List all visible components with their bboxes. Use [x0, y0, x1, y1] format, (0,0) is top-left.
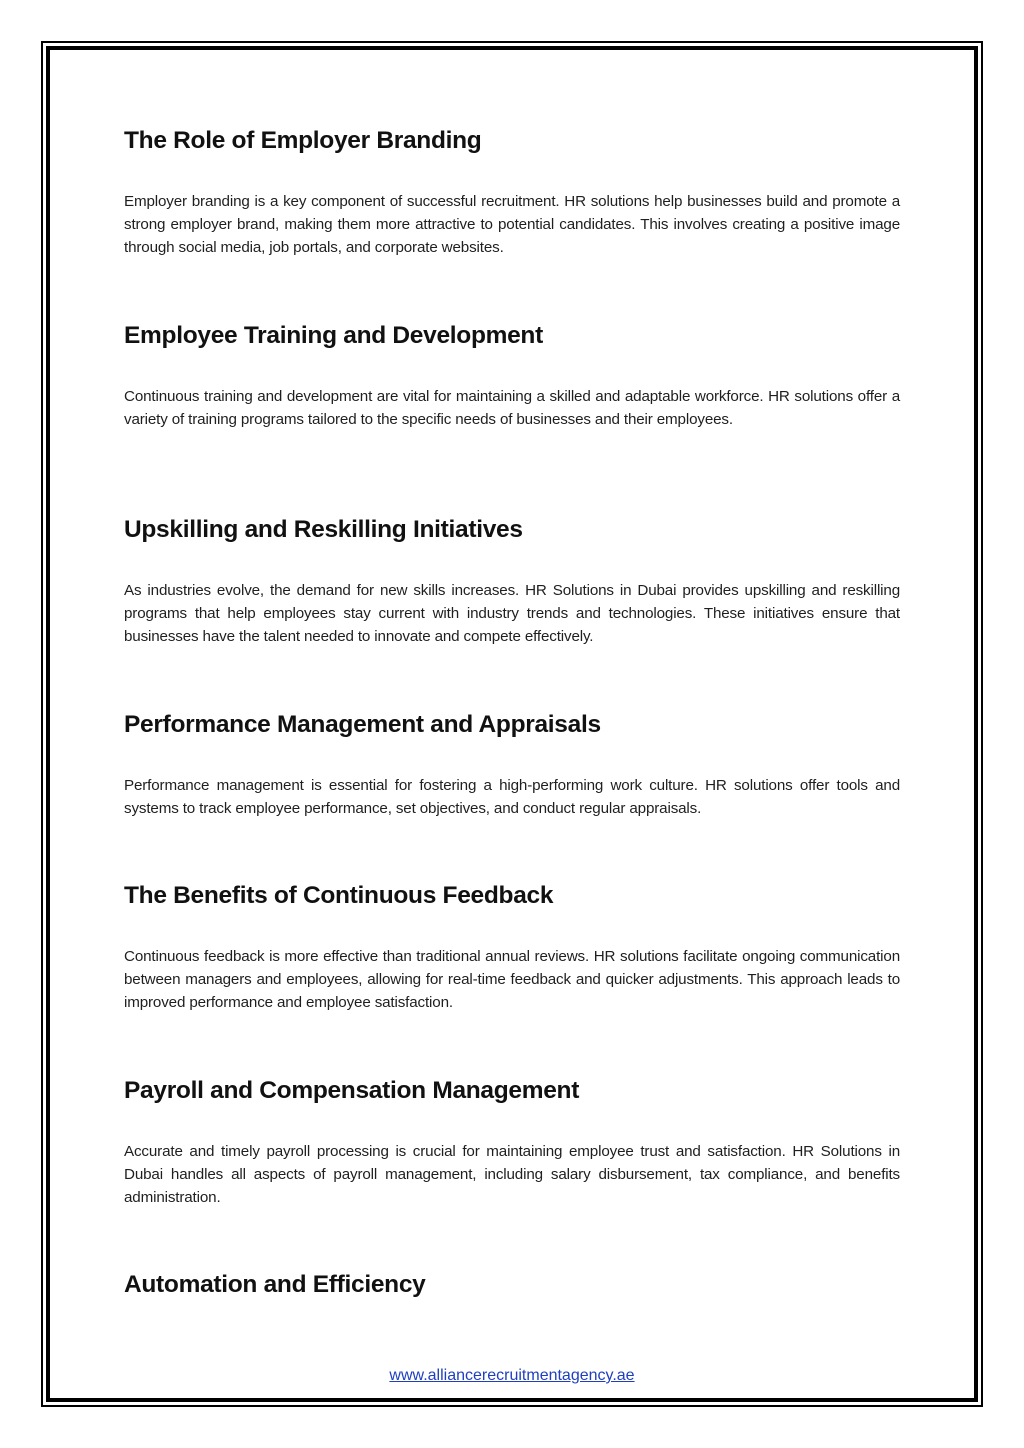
- section-heading: Upskilling and Reskilling Initiatives: [124, 516, 523, 543]
- section-continuous-feedback: [124, 881, 900, 1014]
- section-training-development: [124, 321, 900, 431]
- section-body: Accurate and timely payroll processing is crucial for maintaining employee trust and satisfaction. HR Solutions in Dubai handles all aspects of payroll management, including salary disbursement, tax compliance, and benefits administration.: [124, 1143, 900, 1206]
- page-footer: [0, 1365, 1024, 1387]
- section-payroll-compensation: [124, 1076, 900, 1209]
- section-body: Employer branding is a key component of successful recruitment. HR solutions help businesses build and promote a strong employer brand, making them more attractive to potential candidates. This involves creating a positive image through social media, job portals, and corporate websites.: [124, 193, 900, 256]
- section-heading: Automation and Efficiency: [124, 1271, 426, 1298]
- section-body: As industries evolve, the demand for new skills increases. HR Solutions in Dubai provides upskilling and reskilling programs that help employees stay current with industry trends and technologies. These initiatives ensure that businesses have the talent needed to innovate and compete effectively.: [124, 582, 900, 645]
- section-automation-efficiency: [124, 1270, 900, 1300]
- section-performance-management: [124, 710, 900, 820]
- section-heading: The Benefits of Continuous Feedback: [124, 882, 554, 909]
- section-employer-branding: [124, 126, 900, 259]
- website-link[interactable]: www.alliancerecruitmentagency.ae: [389, 1367, 635, 1384]
- section-body: Continuous feedback is more effective than traditional annual reviews. HR solutions facilitate ongoing communication between managers and employees, allowing for real-time feedback and quicker adjustments. This approach leads to improved performance and employee satisfaction.: [124, 948, 900, 1011]
- section-body: Performance management is essential for fostering a high-performing work culture. HR solutions offer tools and systems to track employee performance, set objectives, and conduct regular appraisals.: [124, 777, 900, 817]
- section-heading: Payroll and Compensation Management: [124, 1077, 580, 1104]
- section-upskilling-reskilling: [124, 515, 900, 648]
- section-heading: Employee Training and Development: [124, 322, 543, 349]
- section-body: Continuous training and development are vital for maintaining a skilled and adaptable workforce. HR solutions offer a variety of training programs tailored to the specific needs of businesses and their employees.: [124, 388, 900, 428]
- section-heading: The Role of Employer Branding: [124, 127, 482, 154]
- section-heading: Performance Management and Appraisals: [124, 711, 601, 738]
